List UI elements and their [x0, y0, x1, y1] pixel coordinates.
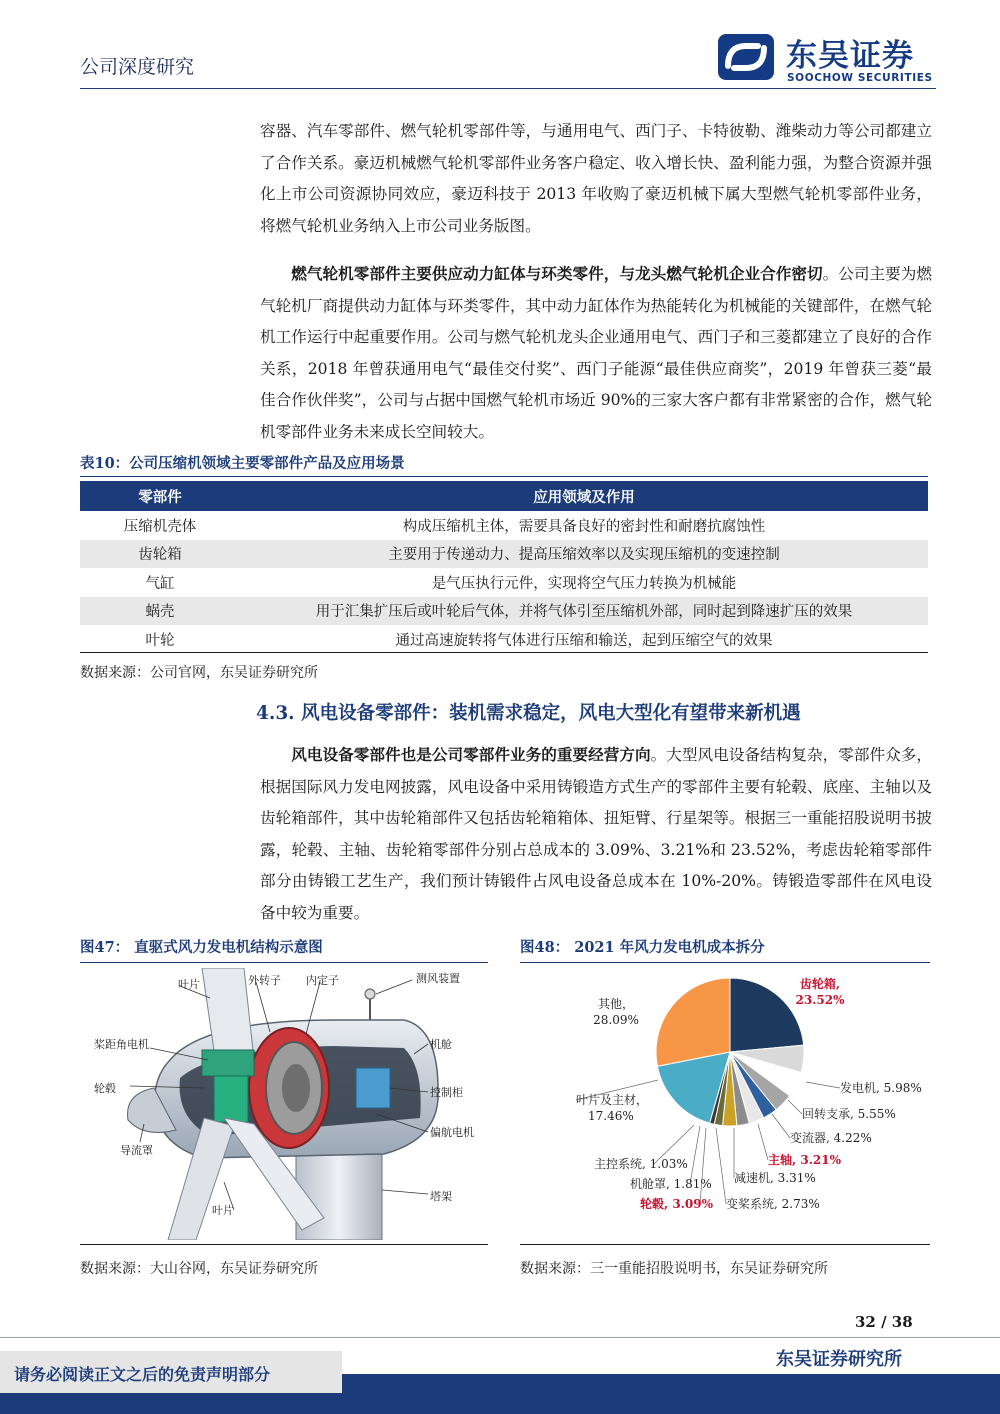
pie-label-name-10: 叶片及主材，	[576, 1093, 649, 1107]
pie-slice-0	[730, 978, 804, 1052]
label-yaw-motor: 偏航电机	[430, 1126, 474, 1139]
pie-label-3: 变流器, 4.22%	[790, 1131, 872, 1145]
table-cell-part: 齿轮箱	[80, 540, 240, 569]
figure-47-title: 图47： 直驱式风力发电机结构示意图	[80, 939, 323, 956]
soochow-logo-icon	[716, 32, 776, 82]
label-blade-bottom: 叶片	[212, 1204, 234, 1217]
table-row	[80, 540, 928, 569]
label-blade-top: 叶片	[178, 978, 200, 991]
table-cell-application: 用于汇集扩压后或叶轮后气体，并将气体引至压缩机外部，同时起到降速扩压的效果	[240, 597, 928, 626]
table-bottom-rule	[80, 652, 928, 653]
parts-table	[80, 481, 928, 654]
logo-text: 东吴证券	[786, 38, 914, 74]
label-control-cabinet: 控制柜	[430, 1086, 463, 1099]
figure-48-rule	[520, 962, 930, 963]
section-heading: 4.3. 风电设备零部件：装机需求稳定，风电大型化有望带来新机遇	[256, 703, 801, 724]
paragraph-3	[260, 739, 932, 929]
table-source: 数据来源：公司官网，东吴证券研究所	[80, 665, 318, 681]
table-title-rule	[80, 476, 928, 477]
table-row	[80, 597, 928, 626]
pie-label-9: 主控系统, 1.03%	[594, 1157, 688, 1171]
pie-label-5: 减速机, 3.31%	[734, 1171, 816, 1185]
hub-part	[202, 1050, 254, 1076]
wind-turbine-diagram	[84, 968, 486, 1240]
table-cell-application: 通过高速旋转将气体进行压缩和输送，起到压缩空气的效果	[395, 632, 773, 649]
pie-leader-line	[806, 1082, 840, 1088]
paragraph-3-lead: 风电设备零部件也是公司零部件业务的重要经营方向	[291, 745, 651, 764]
table-cell-application: 主要用于传递动力、提高压缩效率以及实现压缩机的变速控制	[240, 540, 928, 569]
label-outer-rotor: 外转子	[248, 974, 281, 987]
paragraph-2	[260, 258, 932, 448]
pie-label-7: 轮毂, 3.09%	[640, 1197, 713, 1211]
label-nacelle: 机舱	[430, 1038, 452, 1051]
table-cell-part: 叶轮	[145, 632, 175, 649]
figure-47-source: 数据来源：大山谷网，东吴证券研究所	[80, 1261, 318, 1277]
label-wind-device: 测风装置	[416, 972, 460, 985]
pie-label-1: 发电机, 5.98%	[840, 1081, 922, 1095]
label-hub: 轮毂	[94, 1082, 116, 1095]
disclaimer-text: 请务必阅读正文之后的免责声明部分	[14, 1365, 271, 1384]
cost-pie-chart	[520, 968, 930, 1240]
pie-leader-line	[788, 1100, 802, 1114]
doc-type: 公司深度研究	[80, 56, 195, 78]
table-title: 表10：公司压缩机领域主要零部件产品及应用场景	[80, 455, 405, 472]
label-flow-guide: 导流罩	[120, 1144, 153, 1157]
header-rule	[80, 88, 936, 89]
figure-48-bottom-rule	[520, 1244, 930, 1245]
label-inner-stator: 内定子	[306, 974, 339, 987]
logo-subtext: SOOCHOW SECURITIES	[787, 72, 933, 84]
footer-rule	[0, 1337, 1000, 1338]
table-cell-part: 气缸	[145, 575, 175, 592]
paragraph-2-lead: 燃气轮机零部件主要供应动力缸体与环类零件，与龙头燃气轮机企业合作密切	[291, 264, 823, 283]
table-cell-application: 是气压执行元件，实现将空气压力转换为机械能	[431, 575, 737, 592]
pie-label-name-11: 其他，	[597, 997, 635, 1011]
pie-label-value-10: 17.46%	[588, 1109, 634, 1123]
figure-47-bottom-rule	[80, 1244, 488, 1245]
pie-label-6: 变桨系统, 2.73%	[726, 1197, 820, 1211]
pie-leader-line	[758, 1124, 768, 1160]
paragraph-2-body: 。公司主要为燃气轮机厂商提供动力缸体与环类零件，其中动力缸体作为热能转化为机械能的关键部件，在燃气轮机工作运行中起重要作用。公司与燃气轮机龙头企业通用电气、西门子和三菱都建立了良好的合作关系，2018 年曾获通用电气“最佳交付奖”、西门子能源“最佳供应商奖”，2019 年曾获三菱“最佳合作伙伴奖”，公司与占据中国燃气轮机市场近 90%的三家大客户都有非常紧密的合作，燃气轮机零部件业务未来成长空间较大。	[260, 265, 932, 441]
table-header-application: 应用领域及作用	[240, 481, 928, 511]
figure-47-rule	[80, 962, 488, 963]
pie-label-8: 机舱罩, 1.81%	[630, 1177, 712, 1191]
pie-leader-line	[716, 1128, 726, 1204]
pie-label-4: 主轴, 3.21%	[768, 1153, 841, 1167]
disclaimer-box	[0, 1351, 342, 1393]
table-cell-part: 压缩机壳体	[123, 518, 197, 535]
pie-leader-line	[772, 1114, 790, 1138]
label-tower: 塔架	[430, 1190, 452, 1203]
pie-label-2: 回转支承, 5.55%	[802, 1107, 896, 1121]
label-pitch-motor: 桨距角电机	[94, 1038, 149, 1051]
figure-48-title: 图48： 2021 年风力发电机成本拆分	[520, 939, 765, 956]
pie-leader-line	[690, 1126, 700, 1184]
pie-label-value-0: 23.52%	[795, 993, 845, 1007]
table-header-part: 零部件	[80, 481, 240, 511]
table-cell-part: 蜗壳	[80, 597, 240, 626]
table-cell-application: 构成压缩机主体，需要具备良好的密封性和耐磨抗腐蚀性	[402, 518, 766, 535]
table-row	[80, 511, 928, 540]
pie-leader-line	[700, 1128, 706, 1204]
page-number: 32 / 38	[855, 1313, 913, 1331]
control-cabinet-shape	[356, 1068, 390, 1108]
paragraph-1: 容器、汽车零部件、燃气轮机零部件等，与通用电气、西门子、卡特彼勒、潍柴动力等公司都建立了合作关系。豪迈机械燃气轮机零部件业务客户稳定、收入增长快、盈利能力强，为整合资源并强化上市公司资源协同效应，豪迈科技于 2013 年收购了豪迈机械下属大型燃气轮机零部件业务，将燃气轮机业务纳入上市公司业务版图。	[260, 122, 932, 235]
pie-label-value-11: 28.09%	[593, 1013, 639, 1027]
footer-institute: 东吴证券研究所	[776, 1349, 902, 1370]
pie-slice-11	[656, 978, 730, 1066]
figure-48-source: 数据来源：三一重能招股说明书，东吴证券研究所	[520, 1261, 828, 1277]
paragraph-3-body: 。大型风电设备结构复杂，零部件众多，根据国际风力发电网披露，风电设备中采用铸锻造方式生产的零部件主要有轮毂、底座、主轴以及齿轮箱部件，其中齿轮箱部件又包括齿轮箱箱体、扭矩臂、行星架等。根据三一重能招股说明书披露，轮毂、主轴、齿轮箱零部件分别占总成本的 3.09%、3.21%和 23.52%，考虑齿轮箱零部件部分由铸锻工艺生产，我们预计铸锻件占风电设备总成本在 10%-20%。铸锻造零部件在风电设备中较为重要。	[260, 746, 932, 922]
pie-label-name-0: 齿轮箱,	[799, 977, 841, 991]
table-row	[80, 625, 928, 654]
table-row	[80, 568, 928, 597]
